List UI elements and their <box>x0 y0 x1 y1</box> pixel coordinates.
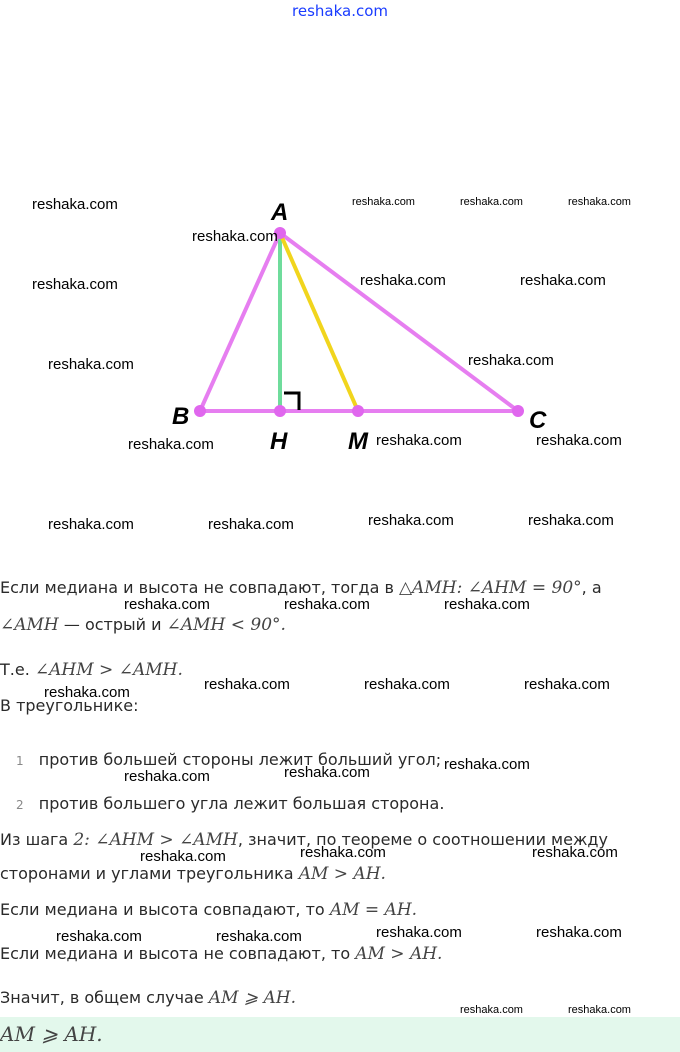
paragraph-4-continued: сторонами и углами треугольника <box>0 864 294 883</box>
point-h <box>274 405 286 417</box>
paragraph-1-line-2 <box>0 615 286 635</box>
watermark: reshaka.com <box>208 516 294 533</box>
watermark: reshaka.com <box>376 924 462 941</box>
paragraph-4-line-1 <box>0 830 608 850</box>
answer-text: AM ⩾ AH. <box>0 1022 103 1046</box>
math-am-geq-ah: AM ⩾ AH. <box>208 988 297 1008</box>
watermark: reshaka.com <box>528 512 614 529</box>
watermark: reshaka.com <box>204 676 290 693</box>
vertex-b <box>194 405 206 417</box>
watermark: reshaka.com <box>284 764 370 781</box>
watermark: reshaka.com <box>520 272 606 289</box>
watermark: reshaka.com <box>536 432 622 449</box>
watermark: reshaka.com <box>32 276 118 293</box>
watermark: reshaka.com <box>368 512 454 529</box>
paragraph-4-rest: , значит, по теореме о соотношении между <box>237 830 608 849</box>
paragraph-6 <box>0 944 442 964</box>
watermark: reshaka.com <box>376 432 462 449</box>
paragraph-6-text: Если медиана и высота не совпадают, то <box>0 944 351 963</box>
watermark: reshaka.com <box>284 596 370 613</box>
paragraph-4-text: Из шага <box>0 830 69 849</box>
watermark: reshaka.com <box>364 676 450 693</box>
math-am-eq-ah: AM = AH. <box>329 900 418 920</box>
watermark: reshaka.com <box>48 516 134 533</box>
watermark: reshaka.com <box>360 272 446 289</box>
label-a: A <box>271 199 289 226</box>
watermark: reshaka.com <box>48 356 134 373</box>
point-m <box>352 405 364 417</box>
watermark: reshaka.com <box>536 924 622 941</box>
paragraph-1-text: Если медиана и высота не совпадают, тогда в <box>0 578 394 597</box>
paragraph-1-middle: — острый и <box>58 615 167 634</box>
watermark: reshaka.com <box>532 844 618 861</box>
watermark: reshaka.com <box>32 196 118 213</box>
right-angle-mark <box>284 393 299 410</box>
math-am-gt-ah: AM > AH. <box>298 864 386 884</box>
watermark: reshaka.com <box>128 436 214 453</box>
list-item-text: против большей стороны лежит больший угол; <box>38 750 442 769</box>
paragraph-5-text: Если медиана и высота совпадают, то <box>0 900 325 919</box>
paragraph-7-text: Значит, в общем случае <box>0 988 204 1007</box>
math-angle-amh: ∠AMH <box>0 615 59 635</box>
list-number: 2 <box>16 798 24 812</box>
paragraph-3: В треугольнике: <box>0 696 139 715</box>
paragraph-5 <box>0 900 417 920</box>
side-ac <box>280 233 518 411</box>
watermark: reshaka.com <box>524 676 610 693</box>
site-link[interactable]: reshaka.com <box>292 2 388 20</box>
watermark: reshaka.com <box>444 596 530 613</box>
watermark: reshaka.com <box>124 596 210 613</box>
math-angle-comparison: ∠AHM > ∠AMH. <box>34 660 183 680</box>
watermark: reshaka.com <box>300 844 386 861</box>
watermark: reshaka.com <box>568 1004 631 1016</box>
list-item <box>16 794 444 815</box>
list-number: 1 <box>16 754 24 768</box>
paragraph-2 <box>0 660 183 680</box>
watermark: reshaka.com <box>468 352 554 369</box>
label-c: C <box>529 407 547 434</box>
math-step-2: 2: ∠AHM > ∠AMH <box>73 830 238 850</box>
watermark: reshaka.com <box>44 684 130 701</box>
paragraph-1-line-1 <box>0 578 602 598</box>
label-m: M <box>348 428 368 455</box>
label-b: B <box>172 403 190 430</box>
side-ab <box>200 233 280 411</box>
watermark: reshaka.com <box>140 848 226 865</box>
watermark: reshaka.com <box>460 1004 523 1016</box>
math-am-gt-ah: AM > AH. <box>355 944 443 964</box>
math-triangle-amh: △AMH: ∠AHM = 90° <box>398 578 582 598</box>
watermark: reshaka.com <box>460 196 523 208</box>
watermark: reshaka.com <box>444 756 530 773</box>
watermark: reshaka.com <box>56 928 142 945</box>
label-h: H <box>270 428 288 455</box>
watermark: reshaka.com <box>124 768 210 785</box>
paragraph-4-line-2 <box>0 864 386 884</box>
watermark: reshaka.com <box>352 196 415 208</box>
paragraph-2-text: Т.е. <box>0 660 30 679</box>
paragraph-1-comma: , а <box>581 578 602 597</box>
paragraph-7 <box>0 988 296 1008</box>
math-angle-inequality: ∠AMH < 90°. <box>166 615 286 635</box>
answer-box <box>0 1017 680 1052</box>
triangle-figure <box>0 0 680 500</box>
watermark: reshaka.com <box>192 228 278 245</box>
watermark: reshaka.com <box>568 196 631 208</box>
vertex-c <box>512 405 524 417</box>
list-item-text: против большего угла лежит большая сторона. <box>38 794 445 813</box>
watermark: reshaka.com <box>216 928 302 945</box>
list-item <box>16 750 441 771</box>
